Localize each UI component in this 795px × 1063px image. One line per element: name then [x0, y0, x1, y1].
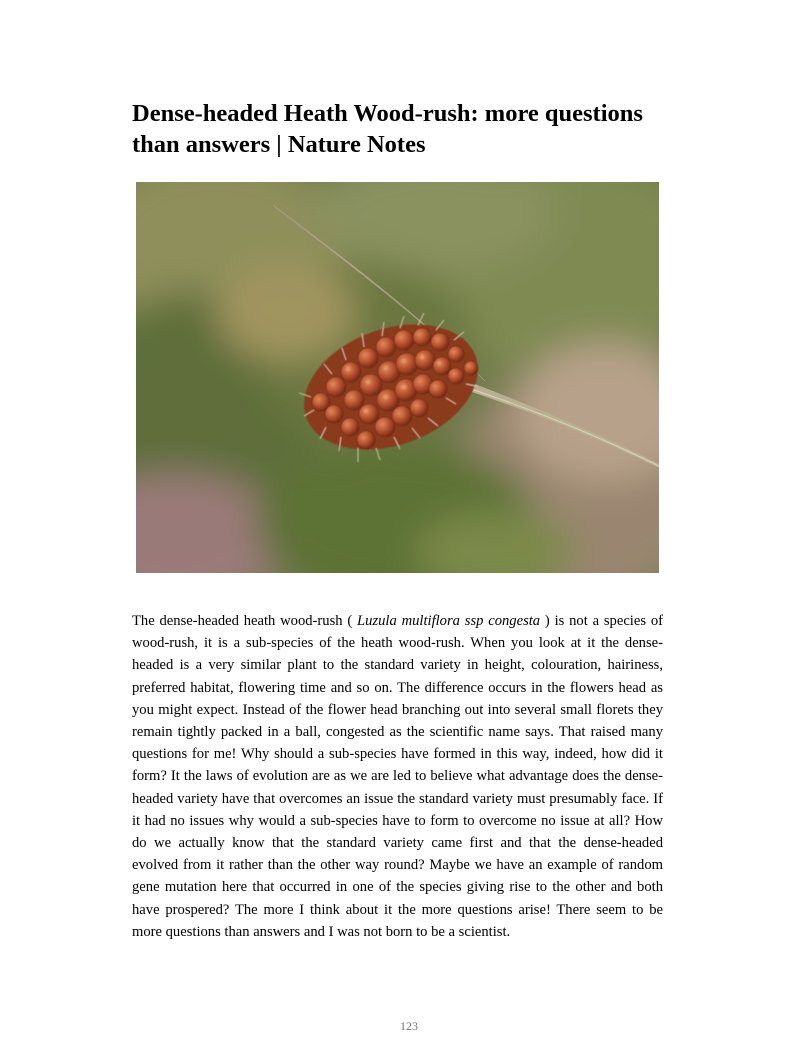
paragraph-body: ) is not a species of wood-rush, it is a sub-species of the heath wood-rush. When you look at it the dense-headed is a very similar plant to the standard variety in height, colouration, hairiness, preferred habitat, flowering time and so on. The difference occurs in the flowers head as you might expect. Instead of the flower head branching out into several small florets they remain tightly packed in a ball, congested as the scientific name says. That raised many questions for me! Why should a sub-species have formed in this way, indeed, how did it form? It the laws of evolution are as we are led to believe what advantage does the dense-headed variety have that overcomes an issue the standard variety must presumably face. If it had no issues why would a sub-species have to form to overcome no issue at all? How do we actually know that the standard variety came first and that the dense-headed evolved from it rather than the other way round? Maybe we have an example of random gene mutation here that occurred in one of the species giving rise to the other and both have prospered? The more I think about it the more questions arise! There seem to be more questions than answers and I was not born to be a scientist.: [132, 613, 663, 940]
page-number: 123: [400, 1019, 418, 1033]
species-name: Luzula multiflora ssp congesta: [352, 613, 545, 629]
page-title: Dense-headed Heath Wood-rush: more questions than answers | Nature Notes: [132, 100, 643, 158]
article-paragraph: [132, 610, 663, 943]
wood-rush-photo: [136, 182, 659, 573]
paragraph-intro: The dense-headed heath wood-rush (: [132, 613, 353, 629]
